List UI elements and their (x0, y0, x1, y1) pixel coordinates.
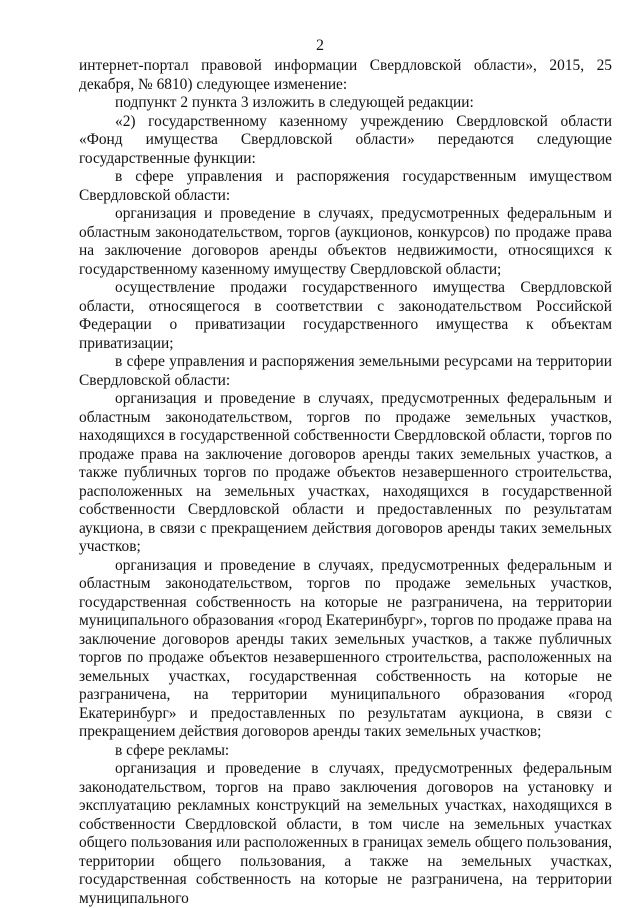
paragraph-8: организация и проведение в случаях, предусмотренных федеральным и областным законодательством, торгов по продаже земельных участков, находящихся в государственной собственности Свердловской области, торгов по продаже права на заключение договоров аренды таких земельных участков, а также публичных торгов по продаже объектов незавершенного строительства, расположенных на земельных участках, находящихся в государственной собственности Свердловской области и предоставленных по результатам аукциона, в связи с прекращением действия договоров аренды таких земельных участков; (79, 390, 612, 555)
paragraph-3: «2) государственному казенному учреждению Свердловской области «Фонд имущества Свердловской области» передаются следующие государственные функции: (79, 112, 612, 167)
paragraph-5: организация и проведение в случаях, предусмотренных федеральным и областным законодательством, торгов (аукционов, конкурсов) по продаже права на заключение договоров аренды объектов недвижимости, относящихся к государственному казенному имуществу Свердловской области; (79, 205, 612, 278)
page-number: 2 (316, 37, 324, 54)
paragraph-7: в сфере управления и распоряжения земельными ресурсами на территории Свердловской области: (79, 353, 612, 389)
paragraph-9: организация и проведение в случаях, предусмотренных федеральным и областным законодательством, торгов по продаже земельных участков, государственная собственность на которые не разграничена, на территории муниципального образования «город Екатеринбург», торгов по продаже права на заключение договоров аренды таких земельных участков, а также публичных торгов по продаже объектов незавершенного строительства, расположенных на земельных участках, государственная собственность на которые не разграничена, на территории муниципального образования «город Екатеринбург» и предоставленных по результатам аукциона, в связи с прекращением действия договоров аренды таких земельных участков; (79, 556, 612, 740)
paragraph-1: интернет-портал правовой информации Свердловской области», 2015, 25 декабря, № 6810) следующее изменение: (79, 57, 612, 93)
document-body (79, 57, 612, 908)
paragraph-6: осуществление продажи государственного имущества Свердловской области, относящегося в соответствии с законодательством Российской Федерации о приватизации государственного имущества к объектам приватизации; (79, 279, 612, 352)
paragraph-2: подпункт 2 пункта 3 изложить в следующей редакции: (115, 94, 474, 111)
paragraph-10: в сфере рекламы: (115, 741, 230, 759)
paragraph-11: организация и проведение в случаях, предусмотренных федеральным законодательством, торгов на право заключения договоров на установку и эксплуатацию рекламных конструкций на земельных участках, находящихся в собственности Свердловской области, в том числе на земельных участках общего пользования или расположенных в границах земель общего пользования, территории общего пользования, а также на земельных участках, государственная собственность на которые не разграничена, на территории муниципального (79, 760, 612, 907)
paragraph-4: в сфере управления и распоряжения государственным имуществом Свердловской области: (79, 168, 612, 204)
